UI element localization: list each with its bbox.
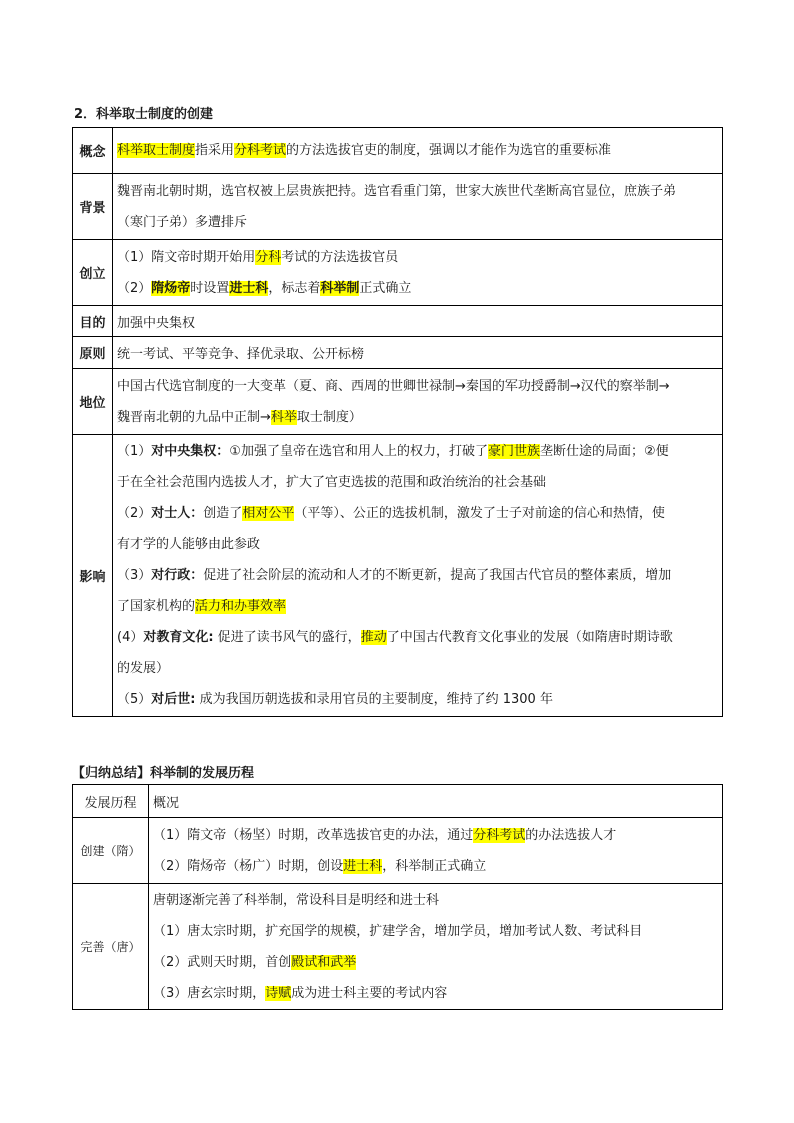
text: 的方法选拔官吏的制度，强调以才能作为选官的重要标准 (286, 143, 612, 158)
text: 创造了 (203, 506, 243, 521)
text: 了中国古代教育文化事业的发展（如隋唐时期诗歌 (386, 630, 673, 645)
purpose-cell: 加强中央集权 (113, 306, 723, 337)
imperial-exam-development-table (72, 784, 723, 1010)
text: （3） (117, 568, 152, 583)
highlight: 活力和办事效率 (195, 599, 287, 614)
text: 的发展） (117, 661, 170, 676)
text: 成为进士科主要的考试内容 (291, 985, 448, 1001)
text: 垄断仕途的局面；②便 (539, 444, 669, 459)
text: （2）隋炀帝（杨广）时期，创设 (153, 858, 344, 874)
text: 指采用 (195, 143, 235, 158)
highlight: 进士科 (343, 858, 383, 874)
row-label-background: 背景 (73, 174, 113, 240)
highlight: 殿试和武举 (291, 954, 357, 970)
status-cell (113, 369, 723, 435)
row-creation-sui (73, 818, 723, 884)
row-purpose (73, 306, 723, 337)
text: ，标志着 (268, 280, 321, 296)
row-label-concept: 概念 (73, 128, 113, 174)
row-creation (73, 240, 723, 306)
header-stage: 发展历程 (73, 785, 149, 818)
row-perfect-tang (73, 884, 723, 1010)
section-number: 2． (74, 107, 97, 122)
text: （1）隋文帝时期开始用 (117, 249, 256, 265)
row-background (73, 174, 723, 240)
section-title-text: 科举取士制度的创建 (96, 107, 214, 122)
row-concept (73, 128, 723, 174)
background-line-1: 魏晋南北朝时期，选官权被上层贵族把持。选官看重门第，世家大族世代垄断高官显位，庶族子弟 (117, 183, 677, 199)
row-label-status: 地位 (73, 369, 113, 435)
text: 的办法选拔人才 (525, 827, 617, 843)
text: 成为我国历朝选拔和录用官员的主要制度，维持了约 1300 年 (195, 692, 553, 707)
impact-heading: 对行政： (151, 568, 204, 583)
impact-cell (113, 435, 723, 717)
highlight: 分科考试 (473, 827, 526, 843)
creation-sui-cell (149, 818, 723, 884)
perfect-tang-cell (149, 884, 723, 1010)
text: 于在全社会范围内选拔人才，扩大了官吏选拔的范围和政治统治的社会基础 (117, 475, 547, 490)
text: （平等）、公正的选拔机制，激发了士子对前途的信心和热情，使 (294, 506, 665, 521)
text: （2）武则天时期，首创 (153, 954, 292, 970)
highlight: 诗赋 (265, 985, 292, 1001)
row-impact (73, 435, 723, 717)
creation-cell (113, 240, 723, 306)
text: (4） (117, 630, 144, 645)
status-line-1: 中国古代选官制度的一大变革（夏、商、西周的世卿世禄制→秦国的军功授爵制→汉代的察举制→ (117, 378, 670, 394)
section-title (74, 103, 213, 122)
background-line-2: （寒门子弟）多遭排斥 (117, 214, 248, 230)
row-label-perfect-tang: 完善（唐） (73, 884, 149, 1010)
impact-heading: 对士人： (151, 506, 204, 521)
text: （1）隋文帝（杨坚）时期，改革选拔官吏的办法，通过 (153, 827, 474, 843)
text: 促进了社会阶层的流动和人才的不断更新，提高了我国古代官员的整体素质，增加 (203, 568, 672, 583)
row-label-principle: 原则 (73, 337, 113, 369)
row-label-creation-sui: 创建（隋） (73, 818, 149, 884)
impact-heading: 对中央集权： (151, 444, 230, 459)
text: 魏晋南北朝的九品中正制→ (117, 409, 271, 425)
text: 时设置 (190, 280, 230, 296)
row-principle (73, 337, 723, 369)
text: （5） (117, 692, 152, 707)
highlight: 相对公平 (242, 506, 295, 521)
row-status (73, 369, 723, 435)
text: （2） (117, 506, 152, 521)
background-cell (113, 174, 723, 240)
text: ，科举制正式确立 (382, 858, 487, 874)
imperial-exam-creation-table (72, 127, 723, 717)
text: （1）唐太宗时期，扩充国学的规模，扩建学舍，增加学员，增加考试人数、考试科目 (153, 923, 643, 939)
highlight: 分科 (255, 249, 282, 265)
text: （3）唐玄宗时期， (153, 985, 266, 1001)
principle-cell: 统一考试、平等竞争、择优录取、公开标榜 (113, 337, 723, 369)
highlight: 科举取士制度 (117, 143, 196, 158)
text: （2） (117, 280, 152, 296)
summary-title: 【归纳总结】科举制的发展历程 (72, 766, 255, 781)
text: 促进了读书风气的盛行， (213, 630, 361, 645)
header-row (73, 785, 723, 818)
highlight: 豪门世族 (487, 444, 540, 459)
impact-heading: 对后世: (151, 692, 196, 707)
highlight: 推动 (360, 630, 387, 645)
concept-cell (113, 128, 723, 174)
text: 唐朝逐渐完善了科举制，常设科目是明经和进士科 (153, 892, 440, 908)
text: 考试的方法选拔官员 (281, 249, 399, 265)
text: 了国家机构的 (117, 599, 196, 614)
highlight: 进士科 (229, 280, 269, 296)
highlight: 科举制 (320, 280, 360, 296)
text: ①加强了皇帝在选官和用人上的权力，打破了 (229, 444, 488, 459)
text: 有才学的人能够由此参政 (117, 537, 261, 552)
row-label-creation: 创立 (73, 240, 113, 306)
text: 取士制度） (296, 409, 362, 425)
text: 正式确立 (359, 280, 412, 296)
row-label-purpose: 目的 (73, 306, 113, 337)
highlight: 隋炀帝 (151, 280, 191, 296)
header-overview: 概况 (149, 785, 723, 818)
highlight: 分科考试 (234, 143, 287, 158)
impact-heading: 对教育文化: (143, 630, 214, 645)
text: （1） (117, 444, 152, 459)
highlight: 科举 (270, 409, 297, 425)
row-label-impact: 影响 (73, 435, 113, 717)
